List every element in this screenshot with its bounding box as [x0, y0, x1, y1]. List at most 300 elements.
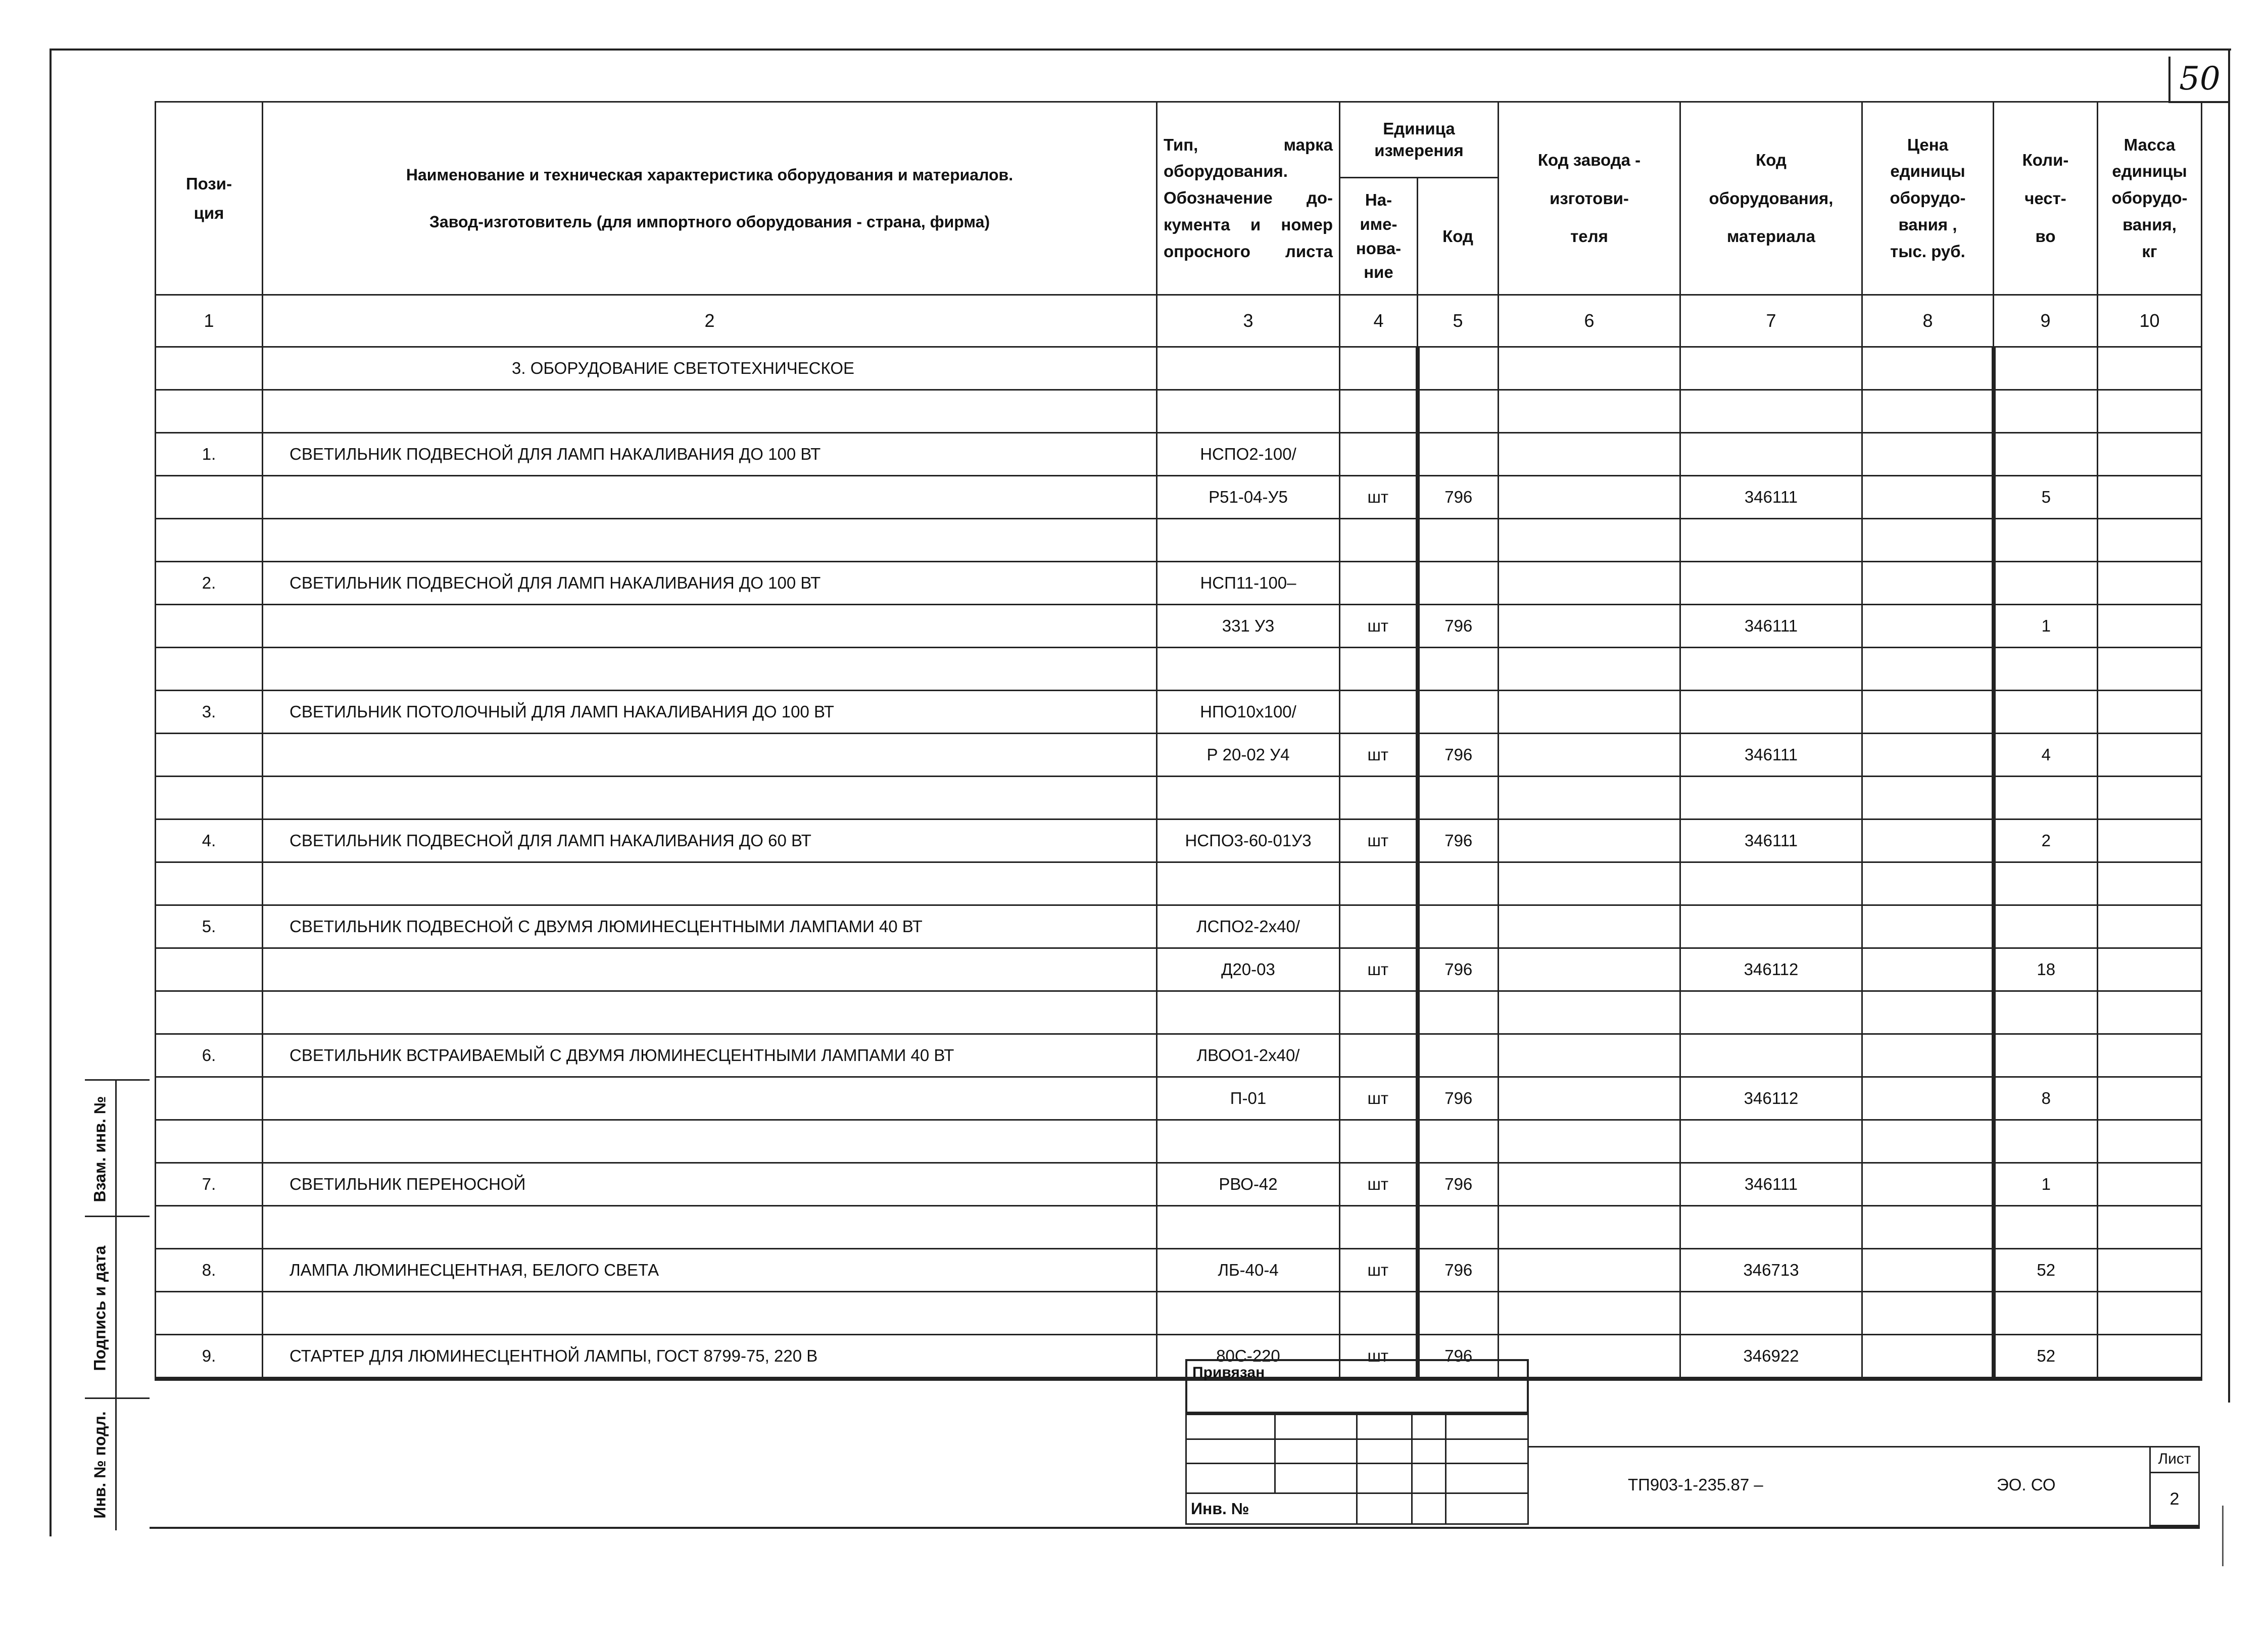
sheet-label: Лист [2151, 1446, 2198, 1473]
table-cell [1157, 519, 1340, 562]
item-position: 7. [156, 1163, 263, 1206]
table-cell [263, 476, 1157, 519]
table-cell [1994, 777, 2098, 819]
table-cell [263, 1077, 1157, 1120]
table-cell [1499, 1077, 1680, 1120]
table-cell [1862, 605, 1994, 648]
table-cell [1994, 648, 2098, 691]
table-row [156, 777, 2202, 819]
item-quantity: 4 [1994, 734, 2098, 777]
item-type-cont: Д20-03 [1157, 948, 1340, 991]
table-cell [2098, 1120, 2202, 1163]
table-cell [1499, 819, 1680, 862]
header-type: Тип, марка оборудования. Обозначение до- кумента и номер опросного листа [1157, 102, 1340, 295]
table-row [156, 862, 2202, 905]
table-cell [1418, 905, 1499, 948]
table-cell [2098, 819, 2202, 862]
table-cell [1680, 862, 1862, 905]
table-cell [1418, 1206, 1499, 1249]
item-type-cont: Р 20-02 У4 [1157, 734, 1340, 777]
table-cell [1862, 648, 1994, 691]
table-cell [1862, 1249, 1994, 1292]
table-cell [1862, 862, 1994, 905]
table-cell [1340, 991, 1418, 1034]
table-row [156, 562, 2202, 605]
item-unit: шт [1340, 1335, 1418, 1379]
strip-podpis-data: Подпись и дата [90, 1245, 109, 1371]
table-cell [1862, 1163, 1994, 1206]
table-cell [1680, 905, 1862, 948]
item-position: 1. [156, 433, 263, 476]
table-cell [1499, 476, 1680, 519]
sheet-number: 50 [2168, 57, 2229, 103]
table-cell [1157, 1206, 1340, 1249]
table-cell [1418, 347, 1499, 390]
table-cell [1340, 347, 1418, 390]
table-cell [156, 1206, 263, 1249]
table-cell [1499, 1034, 1680, 1077]
table-cell [1499, 562, 1680, 605]
table-cell [263, 648, 1157, 691]
table-cell [156, 1120, 263, 1163]
table-cell [263, 862, 1157, 905]
item-name: СТАРТЕР ДЛЯ ЛЮМИНЕСЦЕНТНОЙ ЛАМПЫ, ГОСТ 8799-75, 220 В [263, 1335, 1157, 1379]
table-row [156, 1077, 2202, 1120]
header-factory-code: Код завода - изготови- теля [1499, 102, 1680, 295]
table-cell [263, 734, 1157, 777]
item-unit: шт [1340, 605, 1418, 648]
table-row [156, 819, 2202, 862]
table-cell [1862, 1335, 1994, 1379]
table-cell [1157, 390, 1340, 433]
table-cell [156, 948, 263, 991]
table-cell [1157, 1120, 1340, 1163]
table-cell [1994, 1292, 2098, 1335]
table-cell [1862, 734, 1994, 777]
table-cell [1499, 605, 1680, 648]
item-type: ЛСПО2-2х40/ [1157, 905, 1340, 948]
item-type: НСП11-100– [1157, 562, 1340, 605]
section-title: 3. ОБОРУДОВАНИЕ СВЕТОТЕХНИЧЕСКОЕ [263, 347, 1157, 390]
table-cell [1994, 433, 2098, 476]
table-cell [1157, 1292, 1340, 1335]
item-position: 5. [156, 905, 263, 948]
table-cell [263, 777, 1157, 819]
table-cell [1157, 777, 1340, 819]
table-cell [2098, 734, 2202, 777]
item-unit: шт [1340, 1077, 1418, 1120]
col-number: 4 [1340, 295, 1418, 347]
table-row [156, 905, 2202, 948]
table-cell [156, 1077, 263, 1120]
table-cell [2098, 991, 2202, 1034]
table-cell [1680, 648, 1862, 691]
table-cell [1680, 519, 1862, 562]
item-type: НСПО2-100/ [1157, 433, 1340, 476]
sheet-value: 2 [2169, 1489, 2180, 1509]
strip-inv-podl: Инв. № подл. [90, 1411, 109, 1519]
item-position: 3. [156, 691, 263, 734]
header-name: Наименование и техническая характеристика оборудования и материалов. Завод-изготовитель (для импортного оборудования - страна, фирма) [263, 102, 1157, 295]
item-material-code: 346111 [1680, 819, 1862, 862]
table-cell [1994, 991, 2098, 1034]
table-cell [156, 1292, 263, 1335]
bottom-border [150, 1527, 2200, 1529]
table-cell [1680, 347, 1862, 390]
table-cell [1499, 1163, 1680, 1206]
frame-right-border [2228, 49, 2230, 1403]
item-name: СВЕТИЛЬНИК ПОДВЕСНОЙ ДЛЯ ЛАМП НАКАЛИВАНИЯ ДО 100 ВТ [263, 562, 1157, 605]
col-number: 6 [1499, 295, 1680, 347]
header-position: Пози- ция [156, 102, 263, 295]
item-quantity: 1 [1994, 1163, 2098, 1206]
item-type: ЛБ-40-4 [1157, 1249, 1340, 1292]
table-row [156, 433, 2202, 476]
col-number: 2 [263, 295, 1157, 347]
table-cell [1862, 1292, 1994, 1335]
col-number: 3 [1157, 295, 1340, 347]
table-cell [156, 862, 263, 905]
table-cell [2098, 862, 2202, 905]
table-cell [263, 519, 1157, 562]
table-cell [1499, 347, 1680, 390]
table-cell [1418, 691, 1499, 734]
table-cell [2098, 519, 2202, 562]
header-unit-code: Код [1418, 178, 1499, 295]
table-cell [1418, 862, 1499, 905]
table-cell [1418, 519, 1499, 562]
item-quantity: 18 [1994, 948, 2098, 991]
table-cell [1680, 777, 1862, 819]
item-unit-code: 796 [1418, 819, 1499, 862]
item-name: СВЕТИЛЬНИК ПЕРЕНОСНОЙ [263, 1163, 1157, 1206]
table-cell [1340, 519, 1418, 562]
table-cell [1499, 433, 1680, 476]
table-cell [2098, 347, 2202, 390]
table-cell [1157, 862, 1340, 905]
table-cell [1340, 1034, 1418, 1077]
table-cell [263, 1120, 1157, 1163]
item-unit-code: 796 [1418, 948, 1499, 991]
item-unit-code: 796 [1418, 734, 1499, 777]
table-cell [1680, 991, 1862, 1034]
table-cell [1994, 562, 2098, 605]
item-unit: шт [1340, 819, 1418, 862]
item-type: НСПО3-60-01У3 [1157, 819, 1340, 862]
table-cell [1499, 390, 1680, 433]
table-cell [1499, 648, 1680, 691]
table-row [156, 1163, 2202, 1206]
table-cell [1499, 777, 1680, 819]
item-material-code: 346111 [1680, 1163, 1862, 1206]
table-cell [1862, 991, 1994, 1034]
table-cell [156, 777, 263, 819]
item-position: 4. [156, 819, 263, 862]
table-cell [1418, 1034, 1499, 1077]
table-cell [2098, 476, 2202, 519]
table-cell [263, 390, 1157, 433]
table-cell [263, 1292, 1157, 1335]
item-material-code: 346111 [1680, 605, 1862, 648]
item-position: 6. [156, 1034, 263, 1077]
table-cell [156, 734, 263, 777]
header-mass: Масса единицы оборудо- вания, кг [2098, 102, 2202, 295]
table-cell [2098, 562, 2202, 605]
table-cell [1499, 1292, 1680, 1335]
table-row [156, 734, 2202, 777]
table-cell [1994, 691, 2098, 734]
margin-tick [2222, 1506, 2224, 1566]
table-cell [1680, 562, 1862, 605]
table-cell [2098, 605, 2202, 648]
table-cell [2098, 948, 2202, 991]
table-cell [156, 519, 263, 562]
table-row [156, 347, 2202, 390]
header-unit-name: На- име- нова- ние [1340, 178, 1418, 295]
table-cell [1680, 1120, 1862, 1163]
item-quantity: 52 [1994, 1249, 2098, 1292]
table-row [156, 1120, 2202, 1163]
col-number: 8 [1862, 295, 1994, 347]
table-cell [1994, 519, 2098, 562]
item-name: СВЕТИЛЬНИК ПОТОЛОЧНЫЙ ДЛЯ ЛАМП НАКАЛИВАНИЯ ДО 100 ВТ [263, 691, 1157, 734]
item-quantity: 2 [1994, 819, 2098, 862]
table-cell [156, 605, 263, 648]
table-row [156, 691, 2202, 734]
table-cell [1418, 991, 1499, 1034]
table-cell [1680, 691, 1862, 734]
table-cell [1994, 862, 2098, 905]
equipment-spec-table [155, 101, 2202, 1381]
table-cell [1340, 390, 1418, 433]
item-unit: шт [1340, 948, 1418, 991]
table-cell [1994, 347, 2098, 390]
table-cell [1862, 819, 1994, 862]
item-type: РВО-42 [1157, 1163, 1340, 1206]
table-cell [2098, 691, 2202, 734]
table-row [156, 1292, 2202, 1335]
table-cell [1499, 905, 1680, 948]
item-unit-code: 796 [1418, 1163, 1499, 1206]
table-cell [1499, 862, 1680, 905]
table-cell [1340, 648, 1418, 691]
item-quantity: 8 [1994, 1077, 2098, 1120]
table-cell [1499, 691, 1680, 734]
table-cell [1499, 948, 1680, 991]
col-number: 9 [1994, 295, 2098, 347]
item-material-code: 346112 [1680, 1077, 1862, 1120]
table-cell [2098, 648, 2202, 691]
item-type-cont: П-01 [1157, 1077, 1340, 1120]
left-stamp-strip [85, 1079, 150, 1530]
table-cell [1340, 1292, 1418, 1335]
item-unit-code: 796 [1418, 476, 1499, 519]
table-cell [1994, 905, 2098, 948]
table-cell [1680, 433, 1862, 476]
table-cell [1340, 862, 1418, 905]
col-number: 1 [156, 295, 263, 347]
table-cell [1157, 648, 1340, 691]
item-position: 9. [156, 1335, 263, 1379]
item-type: НПО10х100/ [1157, 691, 1340, 734]
table-cell [1862, 390, 1994, 433]
table-cell [1340, 691, 1418, 734]
table-cell [1499, 1249, 1680, 1292]
item-quantity: 5 [1994, 476, 2098, 519]
table-cell [1680, 1292, 1862, 1335]
table-row [156, 390, 2202, 433]
column-numbers-row [156, 295, 2202, 347]
col-number: 5 [1418, 295, 1499, 347]
item-material-code: 346112 [1680, 948, 1862, 991]
item-unit-code: 796 [1418, 605, 1499, 648]
table-cell [1862, 347, 1994, 390]
table-cell [2098, 1163, 2202, 1206]
table-cell [1994, 1034, 2098, 1077]
header-price: Цена единицы оборудо- вания , тыс. руб. [1862, 102, 1994, 295]
item-material-code: 346111 [1680, 476, 1862, 519]
item-unit: шт [1340, 734, 1418, 777]
item-material-code: 346111 [1680, 734, 1862, 777]
table-cell [1499, 519, 1680, 562]
item-unit-code: 796 [1418, 1249, 1499, 1292]
table-cell [1340, 1206, 1418, 1249]
table-cell [1499, 734, 1680, 777]
item-unit: шт [1340, 1163, 1418, 1206]
table-cell [1862, 777, 1994, 819]
item-type: ЛВОО1-2х40/ [1157, 1034, 1340, 1077]
table-cell [156, 476, 263, 519]
table-cell [1680, 390, 1862, 433]
document-code: ТП903-1-235.87 – [1628, 1475, 1763, 1494]
table-cell [1862, 948, 1994, 991]
item-unit-code: 796 [1418, 1077, 1499, 1120]
item-position: 8. [156, 1249, 263, 1292]
table-cell [1680, 1206, 1862, 1249]
table-cell [156, 648, 263, 691]
header-material-code: Код оборудования, материала [1680, 102, 1862, 295]
table-cell [1862, 562, 1994, 605]
table-row [156, 1034, 2202, 1077]
table-cell [1418, 1120, 1499, 1163]
table-row [156, 1335, 2202, 1379]
document-mark: ЭО. СО [1997, 1475, 2056, 1494]
table-row [156, 605, 2202, 648]
table-cell [2098, 1206, 2202, 1249]
item-position: 2. [156, 562, 263, 605]
item-name: СВЕТИЛЬНИК ПОДВЕСНОЙ С ДВУМЯ ЛЮМИНЕСЦЕНТНЫМИ ЛАМПАМИ 40 ВТ [263, 905, 1157, 948]
item-name: СВЕТИЛЬНИК ВСТРАИВАЕМЫЙ С ДВУМЯ ЛЮМИНЕСЦЕНТНЫМИ ЛАМПАМИ 40 ВТ [263, 1034, 1157, 1077]
table-cell [263, 991, 1157, 1034]
table-cell [1680, 1034, 1862, 1077]
table-cell [1862, 433, 1994, 476]
table-cell [1862, 519, 1994, 562]
table-cell [2098, 1292, 2202, 1335]
item-type: 80С-220 [1157, 1335, 1340, 1379]
header-quantity: Коли- чест- во [1994, 102, 2098, 295]
table-cell [2098, 905, 2202, 948]
table-cell [1862, 1034, 1994, 1077]
table-cell [1340, 777, 1418, 819]
table-cell [1418, 562, 1499, 605]
strip-vzam-inv: Взам. инв. № [90, 1096, 109, 1202]
table-cell [1862, 1120, 1994, 1163]
col-number: 7 [1680, 295, 1862, 347]
table-cell [1418, 648, 1499, 691]
sheet-box [2149, 1446, 2200, 1527]
item-name: СВЕТИЛЬНИК ПОДВЕСНОЙ ДЛЯ ЛАМП НАКАЛИВАНИЯ ДО 60 ВТ [263, 819, 1157, 862]
table-cell [1994, 1206, 2098, 1249]
table-cell [2098, 390, 2202, 433]
table-cell [1862, 1077, 1994, 1120]
table-cell [2098, 1335, 2202, 1379]
table-cell [2098, 1034, 2202, 1077]
item-unit: шт [1340, 476, 1418, 519]
title-block-line [1529, 1446, 2200, 1447]
attachment-stamp [1185, 1359, 1529, 1525]
table-cell [263, 1206, 1157, 1249]
col-number: 10 [2098, 295, 2202, 347]
stamp-inv-no: Инв. № [1186, 1493, 1357, 1524]
table-cell [1418, 1292, 1499, 1335]
table-cell [1157, 347, 1340, 390]
table-row [156, 648, 2202, 691]
table-cell [1994, 1120, 2098, 1163]
table-cell [1157, 991, 1340, 1034]
table-cell [2098, 1249, 2202, 1292]
table-cell [1499, 991, 1680, 1034]
table-cell [2098, 1077, 2202, 1120]
table-cell [1340, 1120, 1418, 1163]
table-cell [2098, 433, 2202, 476]
item-type-cont: Р51-04-У5 [1157, 476, 1340, 519]
table-row [156, 1206, 2202, 1249]
table-cell [1340, 562, 1418, 605]
stamp-privyazan: Привязан [1185, 1359, 1529, 1414]
item-unit-code: 796 [1418, 1335, 1499, 1379]
table-cell [1994, 390, 2098, 433]
table-row [156, 476, 2202, 519]
table-cell [1499, 1120, 1680, 1163]
table-row [156, 519, 2202, 562]
table-cell [1340, 433, 1418, 476]
item-type-cont: 331 У3 [1157, 605, 1340, 648]
table-cell [1862, 1206, 1994, 1249]
item-material-code: 346922 [1680, 1335, 1862, 1379]
table-cell [1340, 905, 1418, 948]
table-cell [156, 390, 263, 433]
table-cell [1418, 433, 1499, 476]
item-name: СВЕТИЛЬНИК ПОДВЕСНОЙ ДЛЯ ЛАМП НАКАЛИВАНИЯ ДО 100 ВТ [263, 433, 1157, 476]
table-cell [1862, 905, 1994, 948]
table-cell [156, 991, 263, 1034]
table-cell [1862, 476, 1994, 519]
table-cell [1418, 390, 1499, 433]
table-cell [263, 605, 1157, 648]
table-row [156, 1249, 2202, 1292]
table-cell [156, 347, 263, 390]
table-row [156, 948, 2202, 991]
table-cell [2098, 777, 2202, 819]
table-row [156, 991, 2202, 1034]
item-quantity: 52 [1994, 1335, 2098, 1379]
item-quantity: 1 [1994, 605, 2098, 648]
table-cell [1862, 691, 1994, 734]
table-cell [1418, 777, 1499, 819]
table-cell [1499, 1206, 1680, 1249]
item-material-code: 346713 [1680, 1249, 1862, 1292]
item-name: ЛАМПА ЛЮМИНЕСЦЕНТНАЯ, БЕЛОГО СВЕТА [263, 1249, 1157, 1292]
